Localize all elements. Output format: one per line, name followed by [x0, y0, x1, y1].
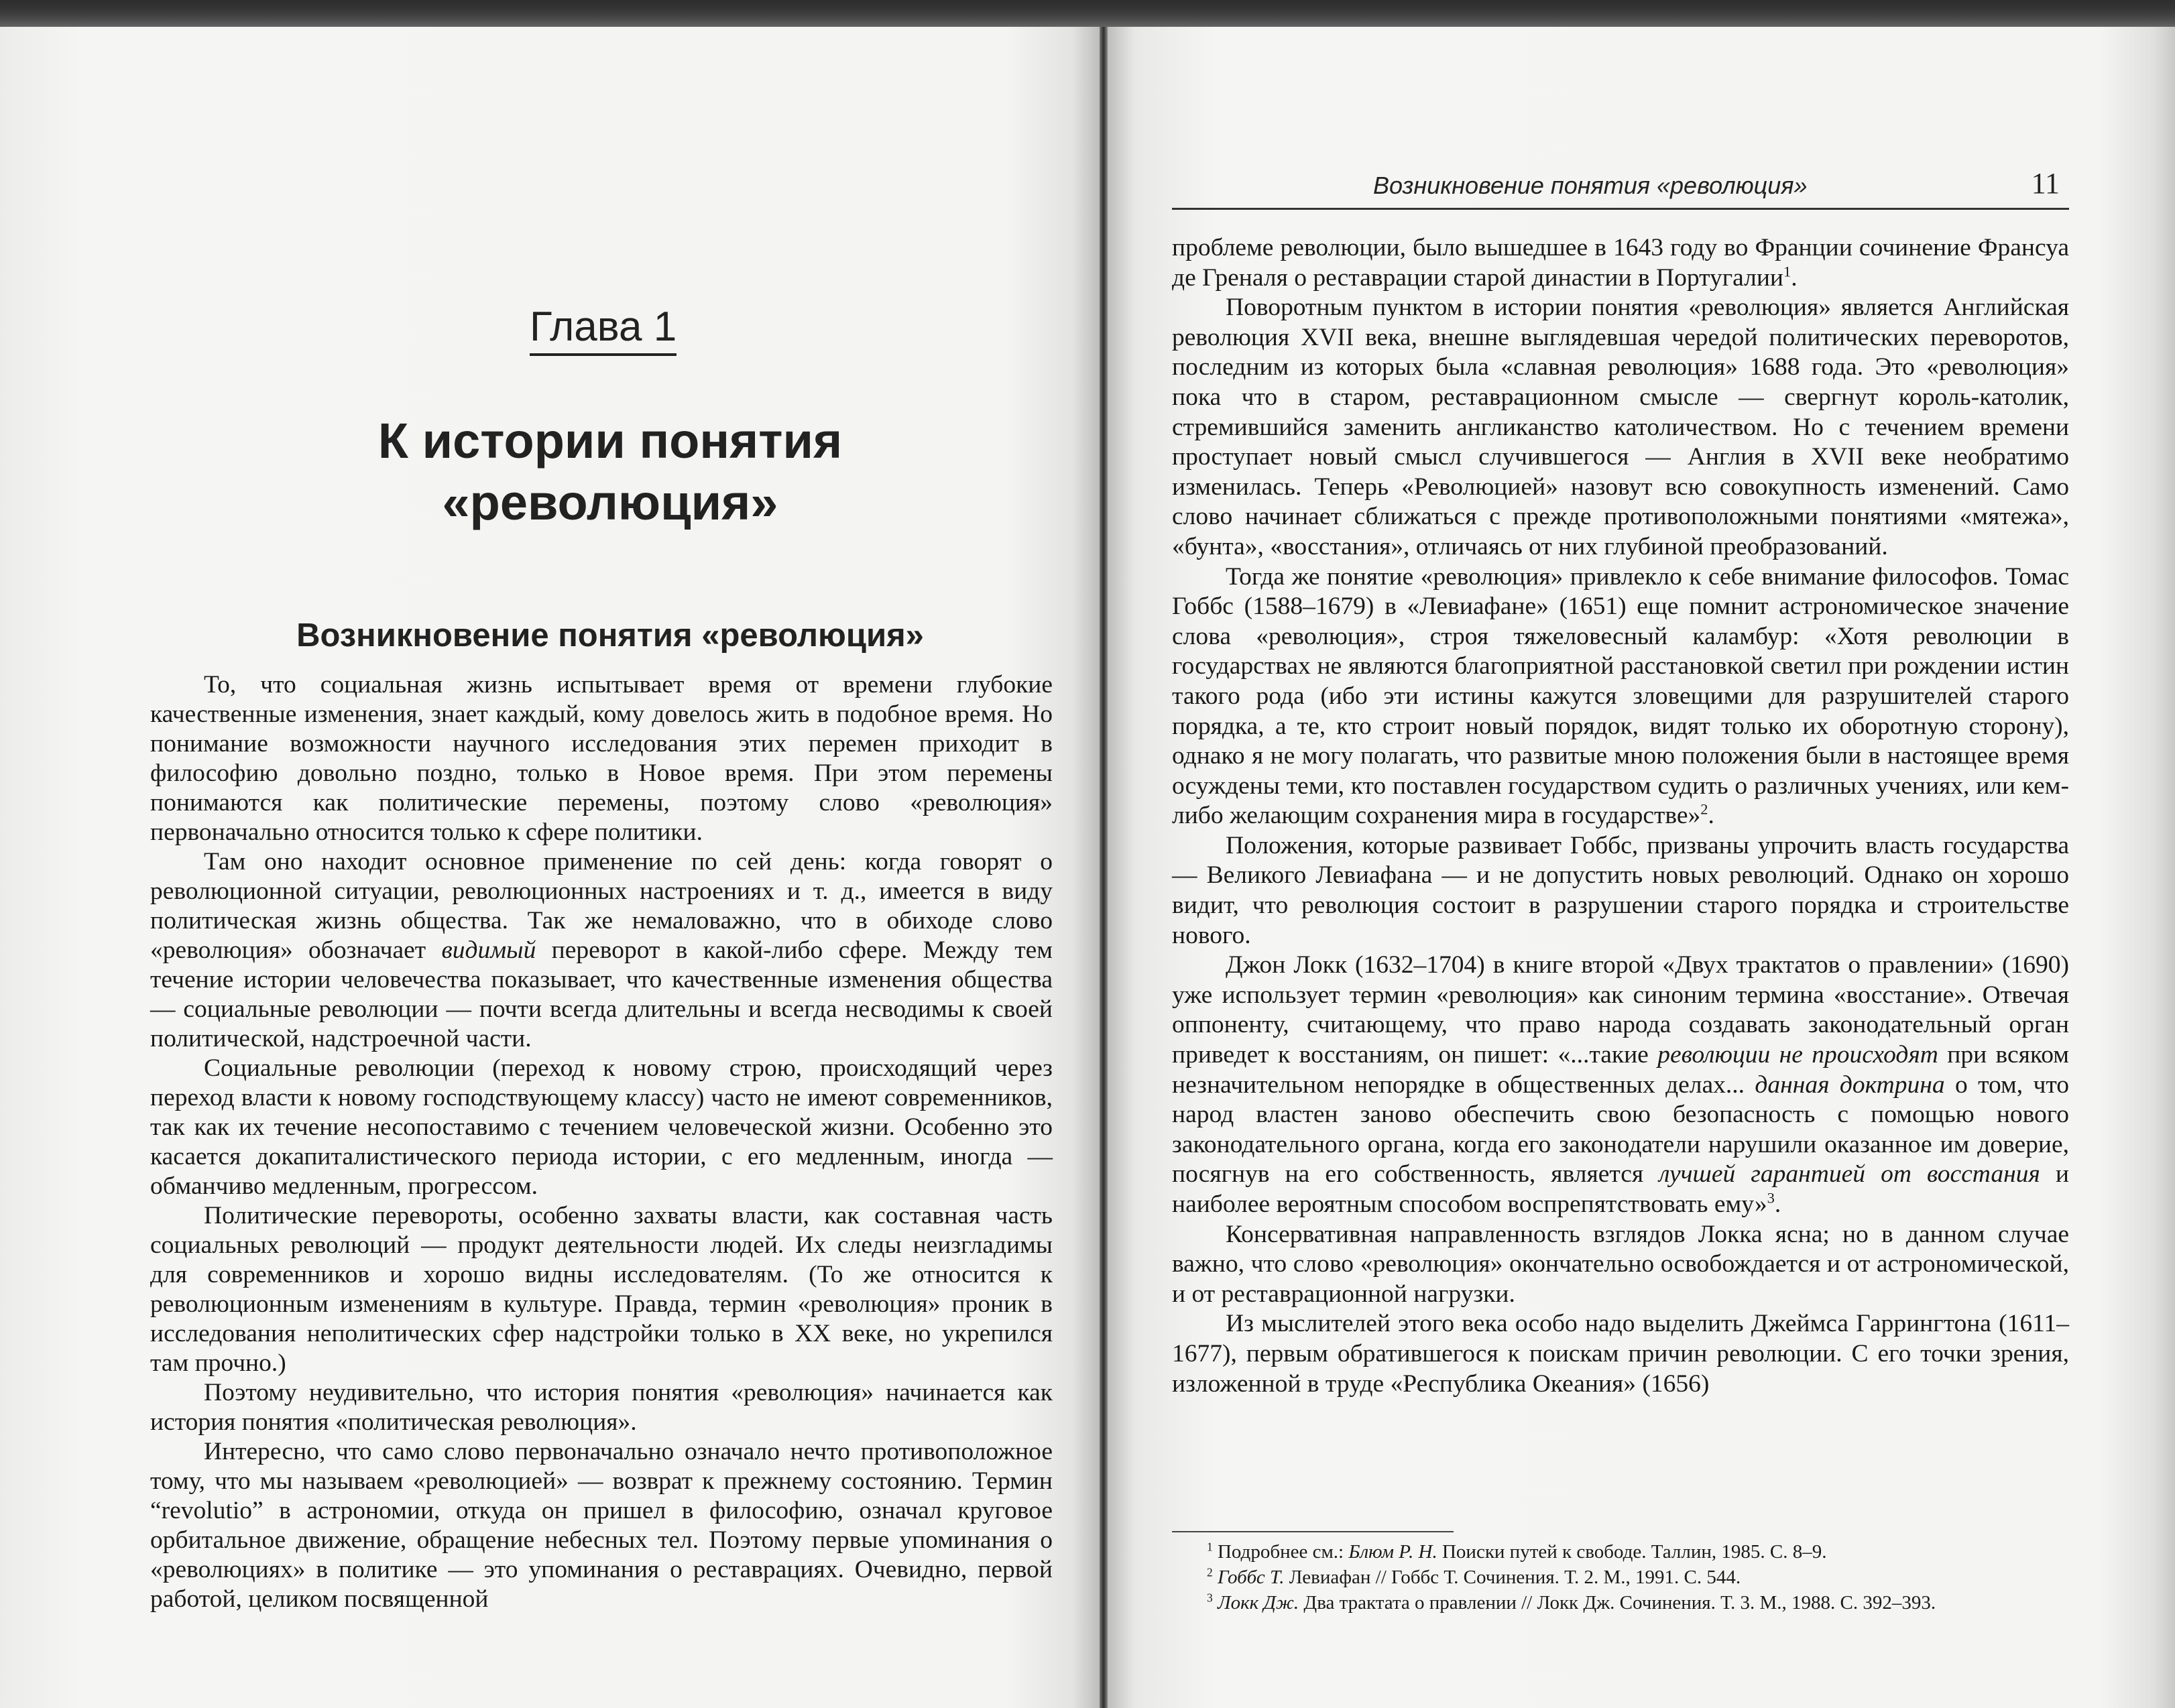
footnote-author: Локк Дж.	[1217, 1592, 1299, 1613]
text-span: Там оно находит основное применение по сей день: когда говорят о революционной ситуации, революционных настроениях и т. д., имеется в виду политическая жизнь общества. Так же немаловажно, что в обиходе слово «революция» обозначает	[150, 848, 1053, 964]
paragraph	[1172, 951, 2069, 1219]
chapter-title	[215, 410, 1006, 534]
text-span: Тогда же понятие «революция» привлекло к себе внимание философов. Томас Гоббс (1588–1679) в «Левиафане» (1651) еще помнит астрономическое значение слова «революция», строя тяжеловесный каламбур: «Хотя революции в государствах не являются благоприятной расстановкой светил при рождении истин такого рода (ибо эти истины кажутся зловещими для разрушителей старого порядка, а те, кто строит новый порядок, видят только их оборотную сторону), однако я не могу полагать, что развитые мною положения были в настоящее время осуждены теми, кто поставлен государством судить о различных учениях, или кем-либо желающим сохранения мира в государстве»	[1172, 562, 2069, 830]
left-body-text	[150, 670, 1053, 1614]
text-span: при всяком незначительном непорядке в общественных делах...	[1172, 1041, 2069, 1099]
paragraph	[1172, 562, 2069, 831]
footnote-number: 2	[1207, 1565, 1213, 1579]
paragraph: Консервативная направленность взглядов Локка ясна; но в данном случае важно, что слово «революция» окончательно освобождается и от астрономической, и от реставрационной нагрузки.	[1172, 1220, 2069, 1308]
text-span: и наиболее вероятным способом воспрепятствовать ему»	[1172, 1160, 2069, 1218]
footnote-author: Гоббс Т.	[1217, 1567, 1285, 1588]
chapter-title-line2: «революция»	[442, 475, 778, 530]
footnote-number: 3	[1207, 1591, 1213, 1605]
footnote-author: Блюм Р. Н.	[1348, 1541, 1437, 1563]
text-span: проблеме революции, было вышедшее в 1643 году во Франции сочинение Франсуа де Греналя о реставрации старой династии в Португалии	[1172, 234, 2069, 292]
emphasis: данная доктрина	[1755, 1071, 1945, 1099]
text-span: переворот в какой-либо сфере. Между тем течение истории человечества показывает, что качественные изменения общества — социальные революции — почти всегда длительны и всегда несводимы к своей политической, надстроечной части.	[150, 936, 1053, 1052]
paragraph: То, что социальная жизнь испытывает время от времени глубокие качественные изменения, знает каждый, кому довелось жить в подобное время. Но понимание возможности научного исследования этих перемен приходит в философию довольно поздно, только в Новое время. При этом перемены понимаются как политические перемены, поэтому слово «революция» первоначально относится только к сфере политики.	[150, 671, 1053, 846]
footnote-ref: 2	[1700, 800, 1708, 818]
text-span: .	[1708, 802, 1714, 830]
chapter-title-line1: К истории понятия	[377, 413, 843, 469]
footnote	[1207, 1539, 2078, 1565]
footnote-ref: 3	[1767, 1189, 1775, 1207]
text-span: Поиски путей к свободе. Таллин, 1985. С. 8–9.	[1437, 1541, 1827, 1563]
footnote-divider	[1172, 1531, 1454, 1532]
emphasis: видимый	[441, 936, 536, 964]
chapter-label: Глава 1	[530, 303, 677, 356]
paragraph: Политические перевороты, особенно захваты власти, как составная часть социальных революций — продукт деятельности людей. Их следы неизгладимы для современников и хорошо видны исследователям. (То же относится к революционным изменениям в культуре. Правда, термин «революция» проник в исследования неполитических сфер надстройки только в XX веке, но укрепился там прочно.)	[150, 1202, 1053, 1377]
section-title: Возникновение понятия «революция»	[296, 617, 924, 654]
paragraph: Из мыслителей этого века особо надо выделить Джеймса Гаррингтона (1611–1677), первым обратившегося к поискам причин революции. С его точки зрения, изложенной в труде «Республика Океания» (1656)	[1172, 1310, 2069, 1398]
paragraph: Социальные революции (переход к новому строю, происходящий через переход власти к новому господствующему классу) часто не имеют современников, так как их течение несопоставимо с течением человеческой жизни. Особенно это касается докапиталистического периода истории, с его медленным, иногда — обманчиво медленным, прогрессом.	[150, 1054, 1053, 1200]
text-span: .	[1791, 263, 1798, 292]
footnote-number: 1	[1207, 1540, 1213, 1554]
paragraph	[1172, 233, 2069, 293]
running-title: Возникновение понятия «революция»	[1373, 172, 1808, 199]
text-span: о том, что народ властен заново обеспечить свою безопасность с помощью нового законодательного органа, когда его законодатели нарушили оказанное им доверие, посягнув на его собственность, является	[1172, 1071, 2069, 1188]
text-span: Два трактата о правлении // Локк Дж. Сочинения. Т. 3. М., 1988. С. 392–393.	[1299, 1592, 1936, 1613]
footnote	[1207, 1590, 2078, 1615]
paragraph: Поэтому неудивительно, что история понятия «революция» начинается как история понятия «политическая революция».	[150, 1379, 1053, 1436]
page-number: 11	[2031, 167, 2060, 200]
footnotes	[1207, 1539, 2078, 1615]
running-head	[1172, 167, 2069, 210]
paragraph	[150, 847, 1053, 1054]
paragraph: Поворотным пунктом в истории понятия «революция» является Английская революция XVII века, внешне выглядевшая чередой политических переворотов, последним из которых была «славная революция» 1688 года. Это «революция» пока что в старом, реставрационном смысле — свергнут король-католик, стремившийся заменить англиканство католичеством. Но с течением времени проступает новый смысл случившегося — Англия в XVII веке необратимо изменилась. Теперь «Революцией» назовут всю совокупность изменений. Само слово начинает сближаться с прежде противоположными понятиями «мятежа», «бунта», «восстания», отличаясь от них глубиной преобразований.	[1172, 294, 2069, 560]
emphasis: лучшей гарантией от восстания	[1659, 1160, 2040, 1188]
footnote	[1207, 1565, 2078, 1590]
book-gutter	[1100, 27, 1108, 1708]
paragraph: Интересно, что само слово первоначально означало нечто противоположное тому, что мы называем «революцией» — возврат к прежнему состоянию. Термин “revolutio” в астрономии, откуда он пришел в философию, означал круговое орбитальное движение, обращение небесных тел. Поэтому первые упоминания о «революциях» в политике — это упоминания о реставрациях. Очевидно, первой работой, целиком посвященной	[150, 1438, 1053, 1613]
paragraph: Положения, которые развивает Гоббс, призваны упрочить власть государства — Великого Левиафана — и не допустить новых революций. Однако он хорошо видит, что революция состоит в разрушении старого порядка и строительстве нового.	[1172, 831, 2069, 949]
emphasis: революции не происходят	[1657, 1041, 1938, 1069]
text-span: Подробнее см.:	[1217, 1541, 1349, 1563]
text-span: Левиафан // Гоббс Т. Сочинения. Т. 2. М., 1991. С. 544.	[1284, 1567, 1741, 1588]
right-body-text	[1172, 233, 2069, 1399]
footnote-ref: 1	[1783, 263, 1791, 280]
text-span: .	[1774, 1191, 1781, 1218]
text-span: Джон Локк (1632–1704) в книге второй «Двух трактатов о правлении» (1690) уже использует термин «революция» как синоним термина «восстание». Отвечая оппоненту, считающему, что право народа создавать законодательный орган приведет к восстаниям, он пишет: «...такие	[1172, 951, 2069, 1069]
